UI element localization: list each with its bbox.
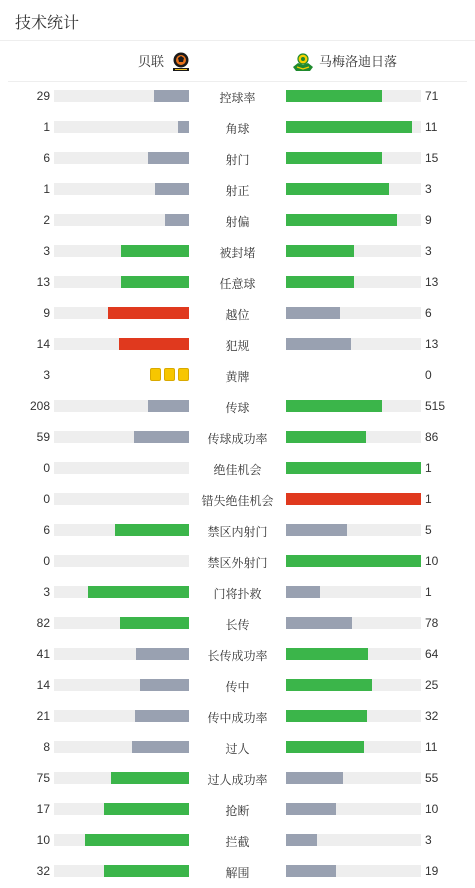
- stat-label: 解围: [225, 866, 250, 880]
- home-bar-track: [54, 152, 189, 164]
- home-bar-track: [54, 617, 189, 629]
- stat-row: [0, 360, 475, 391]
- away-bar-track: [286, 586, 421, 598]
- home-bar-track: [54, 183, 189, 195]
- home-bar-track: [54, 865, 189, 877]
- home-bar-fill: [108, 307, 189, 319]
- stat-label: 错失绝佳机会: [201, 494, 274, 508]
- stat-row: [0, 298, 475, 329]
- away-bar-fill: [286, 555, 421, 567]
- stat-row: [0, 763, 475, 794]
- away-value: 11: [425, 120, 438, 134]
- away-bar-track: [286, 648, 421, 660]
- home-bar-track: [54, 834, 189, 846]
- away-value: 1: [425, 461, 432, 475]
- home-value: 21: [36, 709, 50, 723]
- stat-label: 抢断: [225, 804, 250, 818]
- home-value: 6: [43, 151, 50, 165]
- away-value: 515: [425, 399, 446, 413]
- away-value: 15: [425, 151, 439, 165]
- stat-label: 过人: [225, 742, 250, 756]
- home-bar-fill: [140, 679, 189, 691]
- away-bar-track: [286, 307, 421, 319]
- home-bar-fill: [154, 90, 189, 102]
- away-value: 64: [425, 647, 439, 661]
- home-bar-fill: [119, 338, 189, 350]
- away-bar-fill: [286, 493, 421, 505]
- home-bar-fill: [104, 865, 189, 877]
- stat-label: 被封堵: [219, 246, 256, 260]
- away-bar-fill: [286, 462, 421, 474]
- home-value: 6: [43, 523, 50, 537]
- home-bar-fill: [134, 431, 189, 443]
- away-bar-fill: [286, 276, 354, 288]
- away-bar-fill: [286, 524, 347, 536]
- away-bar-track: [286, 214, 421, 226]
- stat-label: 绝佳机会: [213, 463, 262, 477]
- home-bar-fill: [104, 803, 189, 815]
- stat-row: [0, 856, 475, 887]
- stat-row: [0, 515, 475, 546]
- away-value: 71: [425, 89, 439, 103]
- yellow-card-icon: [150, 368, 161, 381]
- stat-label: 禁区内射门: [207, 525, 268, 539]
- away-bar-fill: [286, 400, 382, 412]
- away-bar-fill: [286, 214, 397, 226]
- away-bar-fill: [286, 121, 412, 133]
- home-bar-track: [54, 121, 189, 133]
- home-bar-track: [54, 555, 189, 567]
- away-value: 9: [425, 213, 432, 227]
- stat-label: 射偏: [225, 215, 250, 229]
- away-bar-track: [286, 772, 421, 784]
- away-bar-track: [286, 555, 421, 567]
- away-value: 32: [425, 709, 439, 723]
- stat-label: 传球成功率: [207, 432, 268, 446]
- stat-label: 长传: [225, 618, 250, 632]
- away-value: 55: [425, 771, 439, 785]
- home-bar-fill: [115, 524, 189, 536]
- home-bar-track: [54, 431, 189, 443]
- home-bar-fill: [121, 276, 189, 288]
- stat-row: [0, 81, 475, 112]
- home-bar-fill: [135, 710, 189, 722]
- stat-row: [0, 205, 475, 236]
- stat-row: [0, 174, 475, 205]
- away-bar-track: [286, 741, 421, 753]
- home-bar-track: [54, 803, 189, 815]
- away-bar-fill: [286, 679, 372, 691]
- home-bar-track: [54, 90, 189, 102]
- stat-row: [0, 112, 475, 143]
- home-value: 0: [43, 492, 50, 506]
- home-value: 82: [36, 616, 50, 630]
- stat-label: 传球: [225, 401, 250, 415]
- home-bar-track: [54, 710, 189, 722]
- away-value: 25: [425, 678, 439, 692]
- away-bar-fill: [286, 741, 364, 753]
- stat-label: 传中成功率: [207, 711, 268, 725]
- away-bar-track: [286, 803, 421, 815]
- stat-label: 长传成功率: [207, 649, 268, 663]
- home-bar-fill: [178, 121, 189, 133]
- away-team[interactable]: [291, 50, 397, 74]
- home-bar-track: [54, 772, 189, 784]
- away-bar-track: [286, 493, 421, 505]
- home-value: 3: [43, 244, 50, 258]
- home-bar-track: [54, 307, 189, 319]
- home-bar-track: [54, 245, 189, 257]
- home-bar-fill: [111, 772, 189, 784]
- home-bar-fill: [120, 617, 189, 629]
- away-bar-fill: [286, 710, 367, 722]
- away-bar-fill: [286, 431, 366, 443]
- away-value: 11: [425, 740, 438, 754]
- away-bar-track: [286, 524, 421, 536]
- home-bar-track: [54, 524, 189, 536]
- yellow-card-icon: [164, 368, 175, 381]
- away-bar-fill: [286, 183, 389, 195]
- home-bar-track: [54, 586, 189, 598]
- home-value: 3: [43, 368, 50, 382]
- away-value: 6: [425, 306, 432, 320]
- away-bar-fill: [286, 648, 368, 660]
- away-bar-fill: [286, 307, 340, 319]
- stat-row: [0, 484, 475, 515]
- away-team-logo-icon: [291, 51, 313, 73]
- stat-row: [0, 236, 475, 267]
- stat-row: [0, 639, 475, 670]
- away-value: 78: [425, 616, 439, 630]
- away-bar-track: [286, 710, 421, 722]
- away-bar-track: [286, 90, 421, 102]
- stat-row: [0, 825, 475, 856]
- home-bar-fill: [165, 214, 189, 226]
- home-value: 13: [36, 275, 50, 289]
- stat-row: [0, 577, 475, 608]
- home-value: 1: [43, 120, 50, 134]
- home-team-logo-icon: [170, 51, 192, 73]
- yellow-card-icon: [178, 368, 189, 381]
- away-value: 5: [425, 523, 432, 537]
- stat-row: [0, 329, 475, 360]
- away-team-name: 马梅洛迪日落: [319, 54, 398, 69]
- away-value: 10: [425, 802, 439, 816]
- away-bar-fill: [286, 772, 343, 784]
- home-bar-track: [54, 493, 189, 505]
- away-value: 0: [425, 368, 432, 382]
- title-divider: [0, 40, 475, 41]
- stat-label: 拦截: [225, 835, 250, 849]
- away-value: 13: [425, 337, 439, 351]
- home-team[interactable]: [138, 50, 192, 74]
- away-value: 13: [425, 275, 439, 289]
- stat-label: 控球率: [219, 91, 256, 105]
- stat-row: [0, 670, 475, 701]
- away-value: 1: [425, 492, 432, 506]
- stat-label: 射正: [225, 184, 250, 198]
- home-value: 29: [36, 89, 50, 103]
- away-bar-track: [286, 617, 421, 629]
- away-bar-track: [286, 245, 421, 257]
- stat-label: 射门: [225, 153, 250, 167]
- away-bar-fill: [286, 865, 336, 877]
- home-bar-track: [54, 462, 189, 474]
- away-bar-track: [286, 276, 421, 288]
- away-bar-fill: [286, 617, 352, 629]
- home-value: 1: [43, 182, 50, 196]
- away-bar-track: [286, 400, 421, 412]
- stat-label: 角球: [225, 122, 250, 136]
- home-bar-fill: [155, 183, 189, 195]
- away-bar-track: [286, 679, 421, 691]
- stat-label: 犯规: [225, 339, 250, 353]
- away-value: 10: [425, 554, 439, 568]
- away-bar-track: [286, 183, 421, 195]
- stat-row: [0, 608, 475, 639]
- stat-row: [0, 422, 475, 453]
- home-yellow-cards: [54, 368, 189, 382]
- away-value: 3: [425, 182, 432, 196]
- away-bar-fill: [286, 90, 382, 102]
- home-bar-track: [54, 338, 189, 350]
- away-bar-track: [286, 462, 421, 474]
- home-value: 32: [36, 864, 50, 878]
- home-bar-fill: [85, 834, 189, 846]
- away-bar-fill: [286, 338, 351, 350]
- home-value: 75: [36, 771, 50, 785]
- home-bar-track: [54, 214, 189, 226]
- home-value: 2: [43, 213, 50, 227]
- stat-row: [0, 267, 475, 298]
- away-bar-fill: [286, 245, 354, 257]
- home-value: 17: [36, 802, 50, 816]
- page-title: 技术统计: [15, 15, 80, 32]
- home-value: 0: [43, 461, 50, 475]
- home-value: 59: [36, 430, 50, 444]
- stat-row: [0, 732, 475, 763]
- away-bar-fill: [286, 586, 320, 598]
- home-bar-track: [54, 648, 189, 660]
- stat-label: 任意球: [219, 277, 256, 291]
- home-value: 8: [43, 740, 50, 754]
- home-bar-fill: [121, 245, 189, 257]
- stat-label: 传中: [225, 680, 250, 694]
- home-value: 41: [36, 647, 50, 661]
- stat-row: [0, 143, 475, 174]
- away-value: 3: [425, 833, 432, 847]
- stat-row: [0, 391, 475, 422]
- home-value: 208: [29, 399, 50, 413]
- away-bar-track: [286, 834, 421, 846]
- stat-label: 黄牌: [225, 370, 250, 384]
- home-bar-track: [54, 276, 189, 288]
- away-bar-track: [286, 152, 421, 164]
- away-value: 3: [425, 244, 432, 258]
- stat-label: 门将扑救: [213, 587, 262, 601]
- away-bar-track: [286, 121, 421, 133]
- stat-label: 越位: [225, 308, 250, 322]
- home-team-name: 贝联: [138, 54, 165, 69]
- away-bar-track: [286, 865, 421, 877]
- home-bar-track: [54, 679, 189, 691]
- away-value: 1: [425, 585, 432, 599]
- home-bar-track: [54, 741, 189, 753]
- stat-label: 过人成功率: [207, 773, 268, 787]
- home-value: 14: [36, 678, 50, 692]
- home-value: 10: [36, 833, 50, 847]
- away-bar-fill: [286, 152, 382, 164]
- home-value: 0: [43, 554, 50, 568]
- stat-row: [0, 546, 475, 577]
- home-bar-fill: [132, 741, 189, 753]
- away-value: 86: [425, 430, 439, 444]
- home-bar-fill: [148, 400, 189, 412]
- stat-label: 禁区外射门: [207, 556, 268, 570]
- home-bar-fill: [136, 648, 189, 660]
- home-value: 9: [43, 306, 50, 320]
- home-bar-fill: [148, 152, 189, 164]
- stat-row: [0, 453, 475, 484]
- home-bar-track: [54, 400, 189, 412]
- home-bar-fill: [88, 586, 189, 598]
- away-bar-fill: [286, 834, 317, 846]
- away-bar-track: [286, 431, 421, 443]
- home-value: 3: [43, 585, 50, 599]
- stat-row: [0, 701, 475, 732]
- away-bar-track: [286, 338, 421, 350]
- away-value: 19: [425, 864, 439, 878]
- home-value: 14: [36, 337, 50, 351]
- away-bar-fill: [286, 803, 336, 815]
- stat-row: [0, 794, 475, 825]
